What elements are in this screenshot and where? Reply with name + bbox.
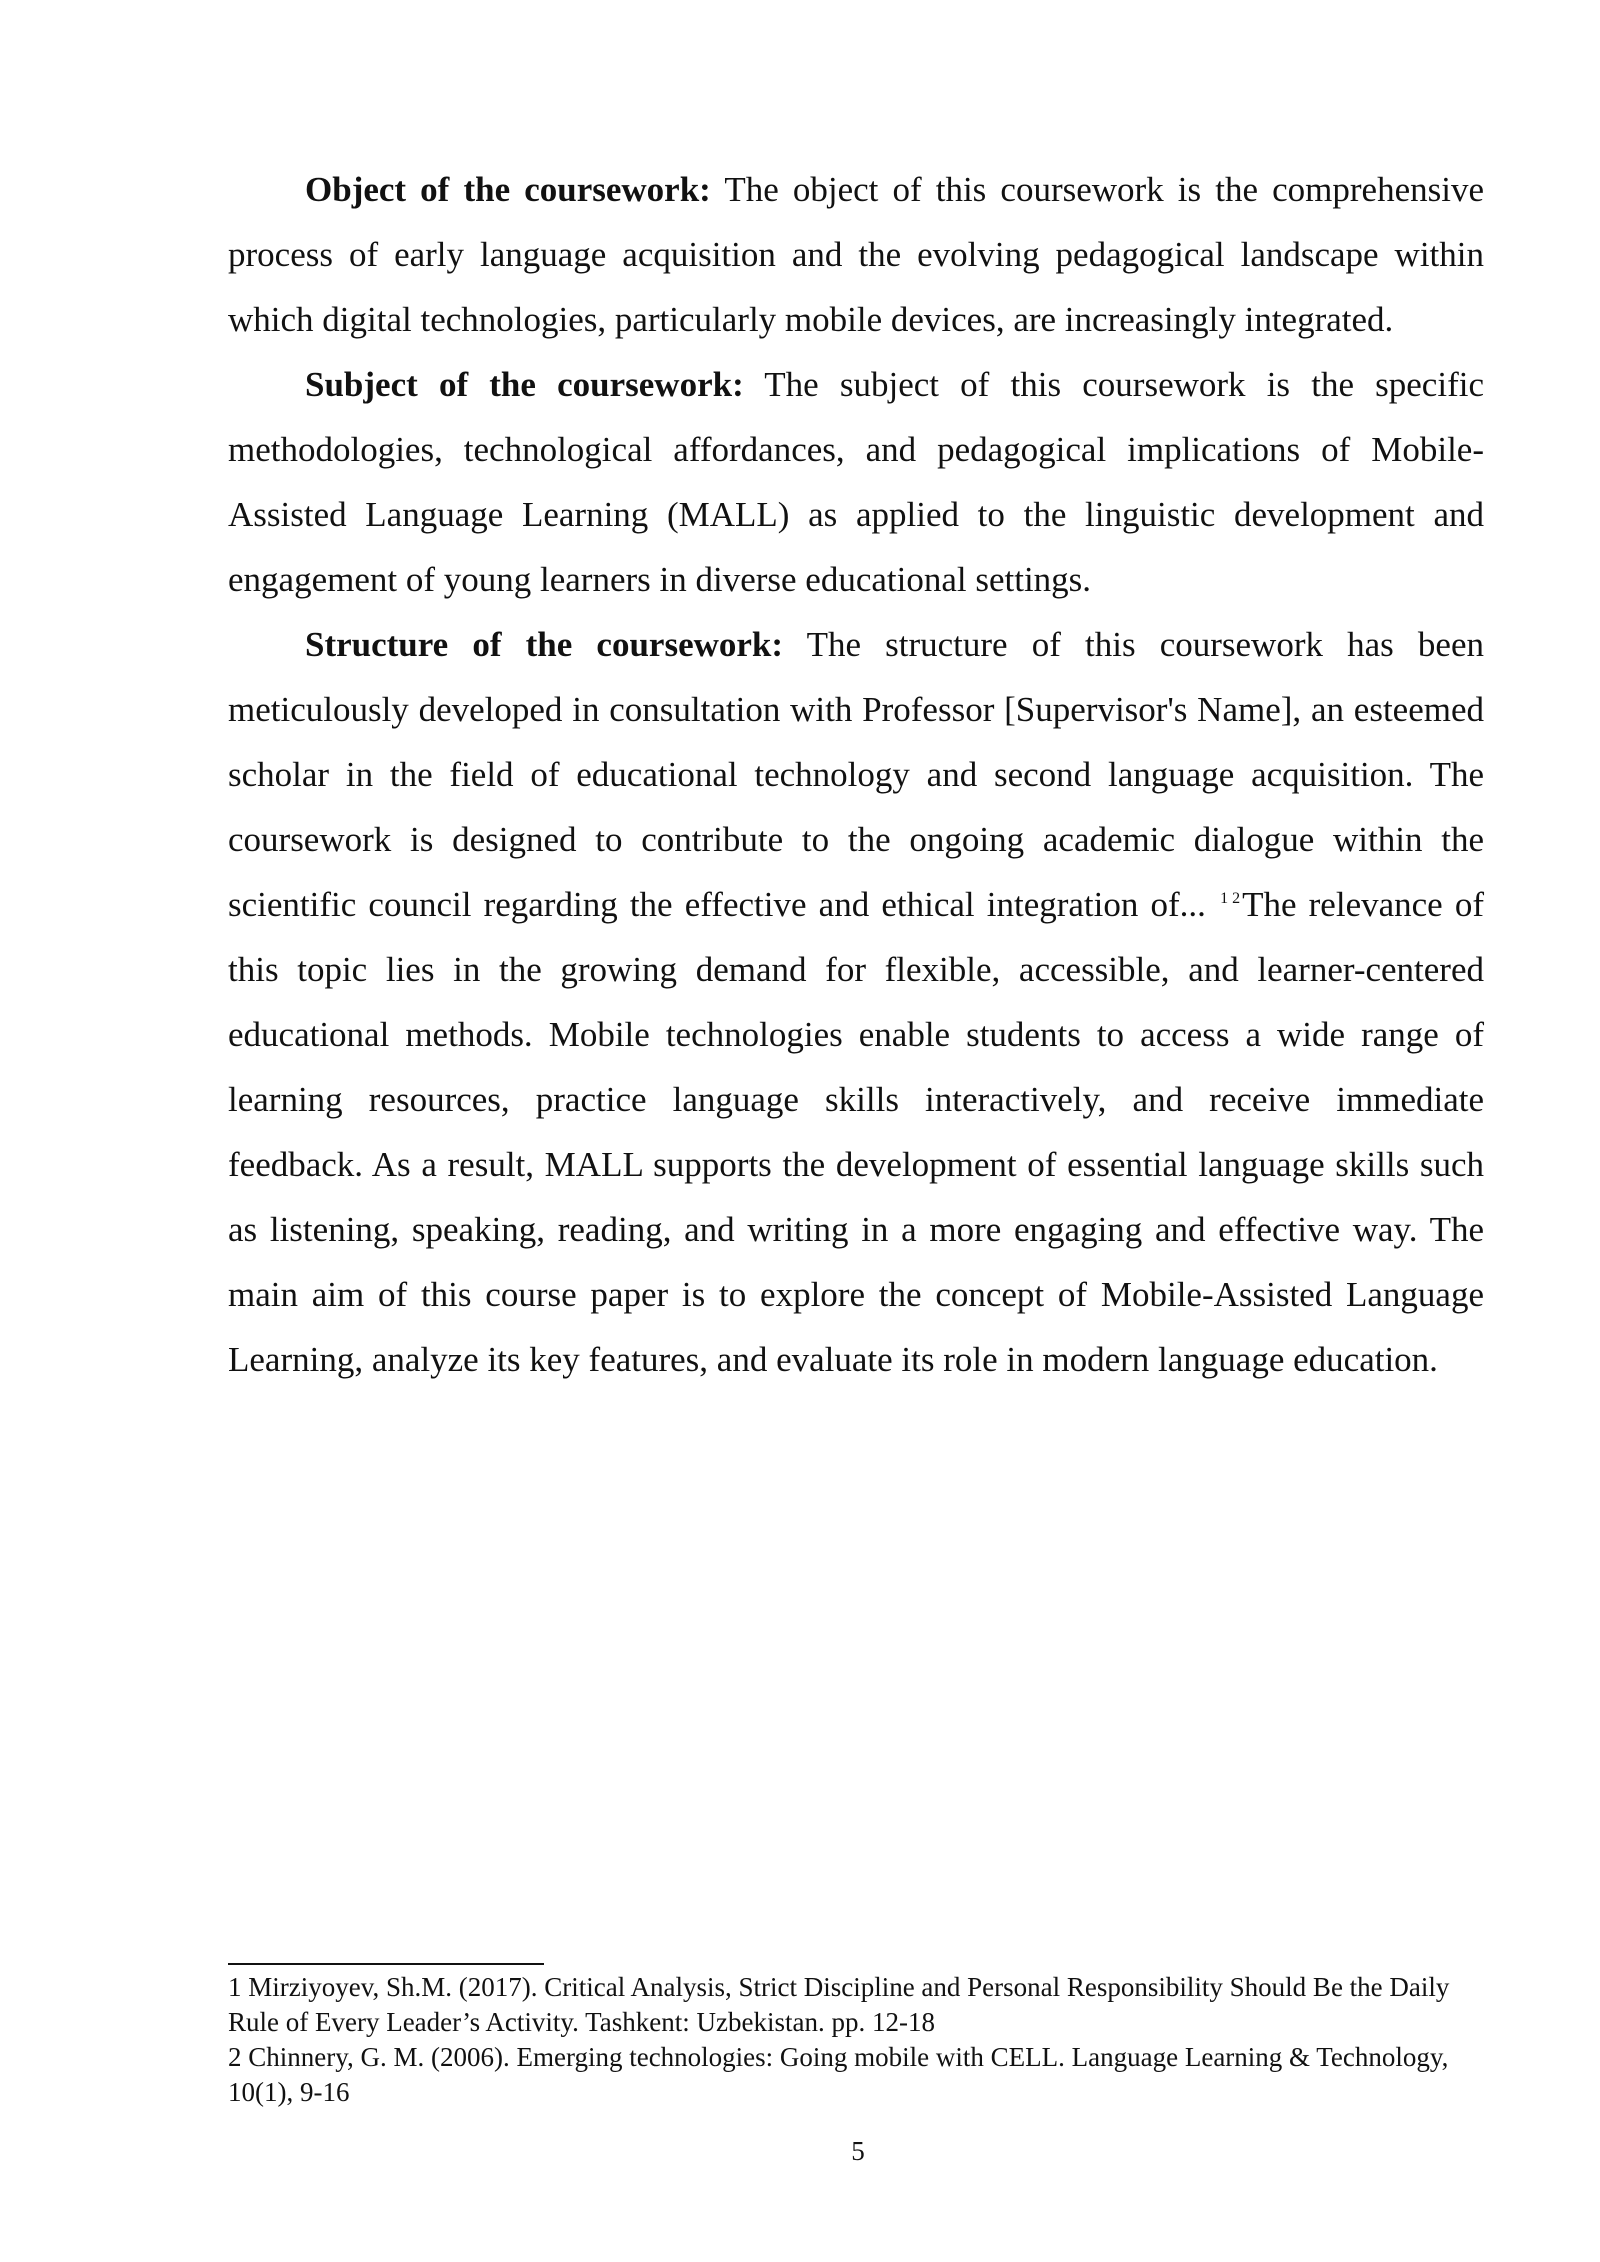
paragraph-structure-label: Structure of the coursework:: [305, 625, 784, 664]
footnote-separator: [228, 1963, 544, 1965]
paragraph-relevance-text: The relevance of this topic lies in the growing demand for flexible, accessible, and learner-centered educational methods. Mobile technologies enable students to access a wide range of learning resources, practice language skills interactively, and receive immediate feedback. As a result, MALL supports the development of essential language skills such as listening, speaking, reading, and writing in a more engaging and effective way. The main aim of this course paper is to explore the concept of Mobile-Assisted Language Learning, analyze its key features, and evaluate its role in modern language education.: [228, 885, 1485, 1379]
paragraph-object-text: The object of this coursework is the comprehensive process of early language acquisition and the evolving pedagogical landscape within which digital technologies, particularly mobile devices, are increasingly integrated.: [228, 170, 1484, 339]
paragraph-subject-label: Subject of the coursework:: [305, 365, 744, 404]
paragraph-structure-text: The structure of this coursework has been meticulously developed in consultation with Professor [Supervisor's Name], an esteemed scholar in the field of educational technology and second language acquisition. The coursework is designed to contribute to the ongoing academic dialogue within the scientific council regarding the effective and ethical integration of...: [228, 625, 1484, 924]
paragraph-structure: [228, 612, 1484, 1392]
paragraph-object-label: Object of the coursework:: [305, 170, 711, 209]
footnote-2-number: 2: [228, 2042, 242, 2072]
paragraph-subject-text: The subject of this coursework is the specific methodologies, technological affordances, and pedagogical implications of Mobile-Assisted Language Learning (MALL) as applied to the linguistic development and engagement of young learners in diverse educational settings.: [228, 365, 1484, 599]
footnote-2-text: Chinnery, G. M. (2006). Emerging technologies: Going mobile with CELL. Language Learning & Technology, 10(1), 9-16: [228, 2042, 1449, 2107]
footnote-1-number: 1: [228, 1972, 242, 2002]
footnote-reference-2[interactable]: 2: [1232, 890, 1241, 907]
paragraph-object: [228, 157, 1484, 352]
footnotes: [228, 1970, 1484, 2110]
footnote-1: [228, 1970, 1484, 2040]
footnote-1-text: Mirziyoyev, Sh.M. (2017). Critical Analysis, Strict Discipline and Personal Responsibility Should Be the Daily Rule of Every Leader’s Activity. Tashkent: Uzbekistan. pp. 12-18: [228, 1972, 1450, 2037]
paragraph-subject: [228, 352, 1484, 612]
page-number: 5: [851, 2136, 865, 2166]
footnote-2: [228, 2040, 1484, 2110]
body-text: [228, 157, 1484, 1392]
footnote-reference-1[interactable]: 1: [1220, 890, 1229, 907]
